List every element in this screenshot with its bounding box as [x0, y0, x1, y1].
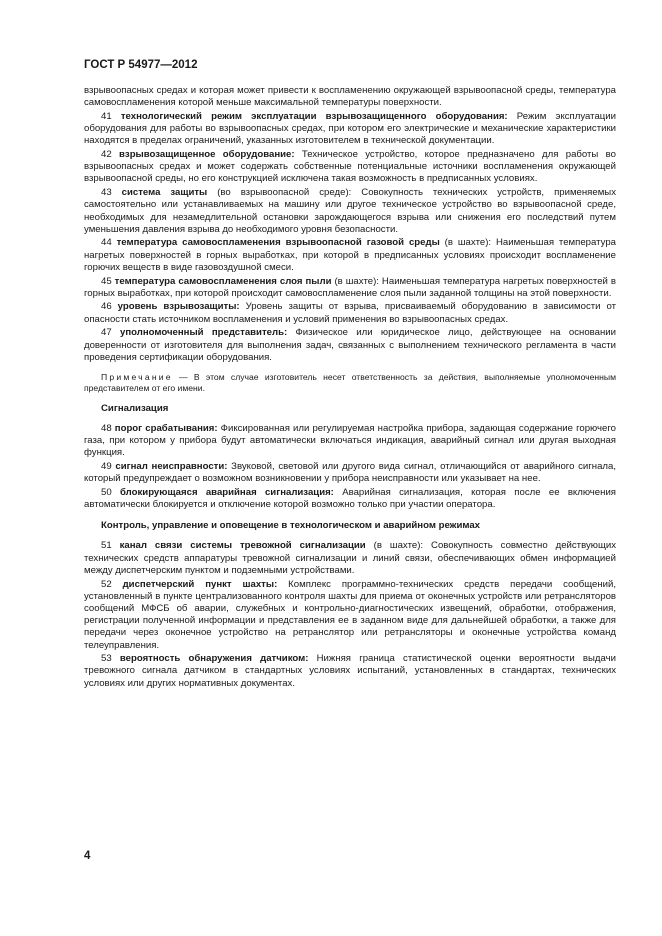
definition-text: (во взрывоопасной среде): Совокупность технических устройств, применяемых самостоятельно или устанавливаемых на машину или другое техническое устройство во взрывоопасной среде, необходимых для незамедлительной остановки зарождающегося взрыва или снижения его последствий путем уменьшения давления взрыва до необходимого уровня безопасности.: [84, 187, 617, 235]
definition-text: (в шахте): Совокупность совместно действующих технических средств аппаратуры тревожной сигнализации и линий связи, обеспечивающих обмен информацией между диспетчерским пунктом и подземными устройствами.: [84, 540, 617, 576]
definition-term: диспетчерский пункт шахты:: [122, 578, 278, 590]
definition-text: Физическое или юридическое лицо, действующее на основании доверенности от изготовителя для выполнения задач, связанных с выполнением технического регламента в части проведения сертификации оборудования.: [84, 327, 616, 363]
definition-term: система защиты: [121, 187, 208, 199]
definition-number: 50: [101, 486, 112, 498]
section-title-control: Контроль, управление и оповещение в технологическом и аварийном режимах: [101, 520, 481, 532]
definition-number: 42: [101, 149, 112, 161]
document-page: [84, 58, 616, 691]
definition-term: порог срабатывания:: [114, 422, 218, 434]
definition-number: 46: [101, 301, 112, 313]
definition-item: [84, 461, 616, 485]
definition-term: технологический режим эксплуатации взрывозащищенного оборудования:: [120, 110, 508, 122]
definition-item: [84, 237, 616, 274]
note-label: Примечание: [101, 371, 173, 382]
definition-text: Звуковой, световой или другого вида сигнал, отличающийся от аварийного сигнала, который предупреждает о возможном возникновении у прибора неисправности или указывает на нее.: [84, 461, 617, 485]
definition-term: сигнал неисправности:: [115, 461, 228, 473]
note-text: — В этом случае изготовитель несет ответственность за действия, выполняемые уполномоченным представителем от его имени.: [84, 371, 616, 393]
definition-number: 49: [101, 461, 112, 473]
definition-item: [84, 540, 616, 577]
definition-number: 43: [101, 187, 112, 199]
definition-number: 44: [101, 237, 112, 249]
definition-term: температура самовоспламенения взрывоопасной газовой среды: [116, 237, 440, 249]
definition-item: [84, 327, 616, 364]
definition-term: блокирующаяся аварийная сигнализация:: [119, 486, 334, 498]
definition-number: 45: [101, 275, 112, 287]
definition-number: 52: [101, 578, 112, 590]
definition-text: (в шахте): Наименьшая температура нагретых поверхностей в горных выработках, при которой в предписанных условиях происходит воспламенение горючих веществ в виде газовоздушной смеси.: [84, 237, 616, 273]
definition-item: [84, 579, 616, 652]
definitions-group-c: [84, 540, 616, 689]
section-title-signaling: Сигнализация: [101, 402, 169, 414]
definition-text: Техническое устройство, которое предназначено для работы во взрывоопасных средах и может содержать собственные потенциальные источники воспламенения окружающей взрывоопасной среды, но его конструкцией исключена такая возможность в предписанных условиях.: [84, 149, 616, 185]
definition-text: Комплекс программно-технических средств передачи сообщений, установленный в пункте централизованного контроля шахты для приема от оконечных устройств или ретрансляторов сообщений МФСБ об аварии, служебных и контрольно-диагностических извещений, обработки, отображения, регистрации полученной информации и представления ее в заданном виде для дальнейшей обработки, а также для передачи через оконечное устройство на ретранслятор или ретрансляторы и оконечные устройства команд телеуправления.: [84, 578, 617, 651]
definition-term: взрывозащищенное оборудование:: [119, 149, 295, 161]
document-header: ГОСТ Р 54977—2012: [84, 59, 198, 71]
definition-term: вероятность обнаружения датчиком:: [119, 653, 309, 665]
definition-item: [84, 487, 616, 511]
definition-term: уполномоченный представитель:: [119, 327, 288, 339]
definition-text: Уровень защиты от взрыва, присваиваемый оборудованию в зависимости от опасности стать источником воспламенения и условий применения во взрывоопасных средах.: [84, 301, 616, 325]
definition-item: [84, 301, 616, 325]
definition-text: Нижняя граница статистической оценки вероятности выдачи тревожного сигнала датчиком в стандартных условиях испытаний, установленных в стандартах, технических условиях или других нормативных документах.: [84, 653, 617, 689]
note: [84, 372, 616, 394]
definition-number: 53: [101, 653, 112, 665]
definition-number: 41: [101, 110, 112, 122]
intro-paragraph: взрывоопасных средах и которая может привести к воспламенению окружающей взрывоопасной среды, температура самовоспламенения которой меньше максимальной температуры поверхности.: [84, 85, 616, 109]
definition-item: [84, 111, 616, 148]
page-number: 4: [84, 850, 91, 862]
definition-item: [84, 423, 616, 460]
definition-number: 48: [101, 422, 112, 434]
definition-item: [84, 149, 616, 186]
definitions-group-b: [84, 423, 616, 511]
definition-text: Режим эксплуатации оборудования для работы во взрывоопасных средах, при котором его электрические и механические характеристики находятся в пределах ограничений, указанных изготовителем в технической документации.: [84, 110, 616, 147]
definition-item: [84, 276, 616, 300]
definition-text: (в шахте): Наименьшая температура нагретых поверхностей в горных выработках, при которой происходит самовоспламенение слоя пыли заданной толщины на этой поверхности.: [84, 275, 616, 299]
definitions-group-a: [84, 111, 616, 364]
definition-item: [84, 653, 616, 690]
definition-number: 51: [101, 540, 112, 552]
definition-term: температура самовоспламенения слоя пыли: [114, 275, 332, 287]
definition-term: канал связи системы тревожной сигнализации: [119, 540, 366, 552]
definition-text: Аварийная сигнализация, которая после ее включения автоматически блокируется и отключение которой возможно только при участии оператора.: [84, 486, 616, 511]
definition-term: уровень взрывозащиты:: [117, 301, 240, 313]
definition-number: 47: [101, 327, 112, 339]
definition-item: [84, 187, 616, 236]
definition-text: Фиксированная или регулируемая настройка прибора, задающая содержание горючего газа, при котором у прибора будут автоматически включаться индикация, аварийный сигнал или другая выходная функция.: [84, 422, 616, 459]
